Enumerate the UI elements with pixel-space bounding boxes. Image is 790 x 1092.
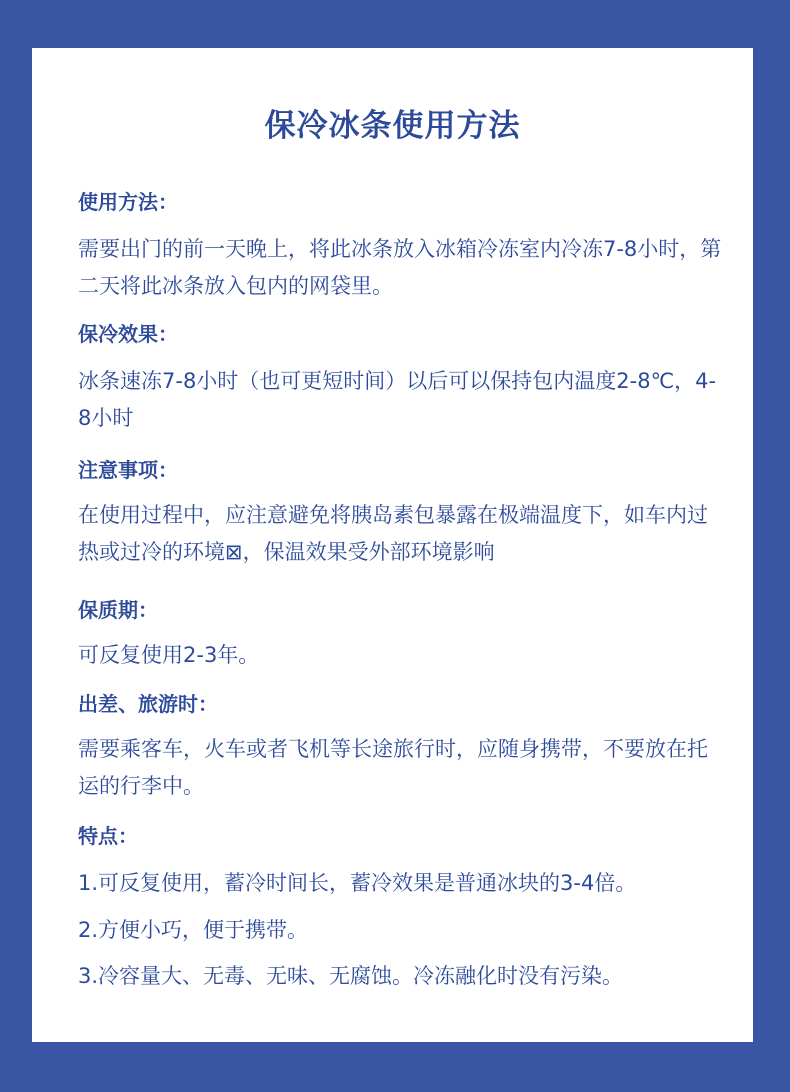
shelf-life-text: 可反复使用2-3年。 bbox=[78, 643, 260, 667]
notes-text: 在使用过程中，应注意避免将胰岛素包暴露在极端温度下，如车内过热或过冷的环境⊠，保温效果受外部环境影响 bbox=[78, 503, 708, 564]
shelf-life-heading: 保质期： bbox=[78, 598, 158, 622]
instruction-card bbox=[32, 48, 753, 1042]
notes-heading: 注意事项： bbox=[78, 458, 178, 482]
page-title: 保冷冰条使用方法 bbox=[264, 108, 521, 144]
effect-text: 冰条速冻7-8小时（也可更短时间）以后可以保持包内温度2-8℃，4-8小时 bbox=[78, 369, 717, 430]
usage-heading: 使用方法： bbox=[78, 190, 178, 214]
travel-heading: 出差、旅游时： bbox=[78, 692, 218, 716]
features-heading: 特点： bbox=[78, 824, 138, 848]
travel-text: 需要乘客车，火车或者飞机等长途旅行时，应随身携带，不要放在托运的行李中。 bbox=[78, 737, 708, 798]
usage-text: 需要出门的前一天晚上，将此冰条放入冰箱冷冻室内冷冻7-8小时，第二天将此冰条放入包内的网袋里。 bbox=[78, 237, 722, 298]
effect-heading: 保冷效果： bbox=[78, 322, 178, 346]
feature-item: 1.可反复使用，蓄冷时间长，蓄冷效果是普通冰块的3-4倍。 bbox=[78, 871, 637, 895]
feature-item: 2.方便小巧，便于携带。 bbox=[78, 918, 309, 942]
feature-item: 3.冷容量大、无毒、无味、无腐蚀。冷冻融化时没有污染。 bbox=[78, 964, 624, 988]
